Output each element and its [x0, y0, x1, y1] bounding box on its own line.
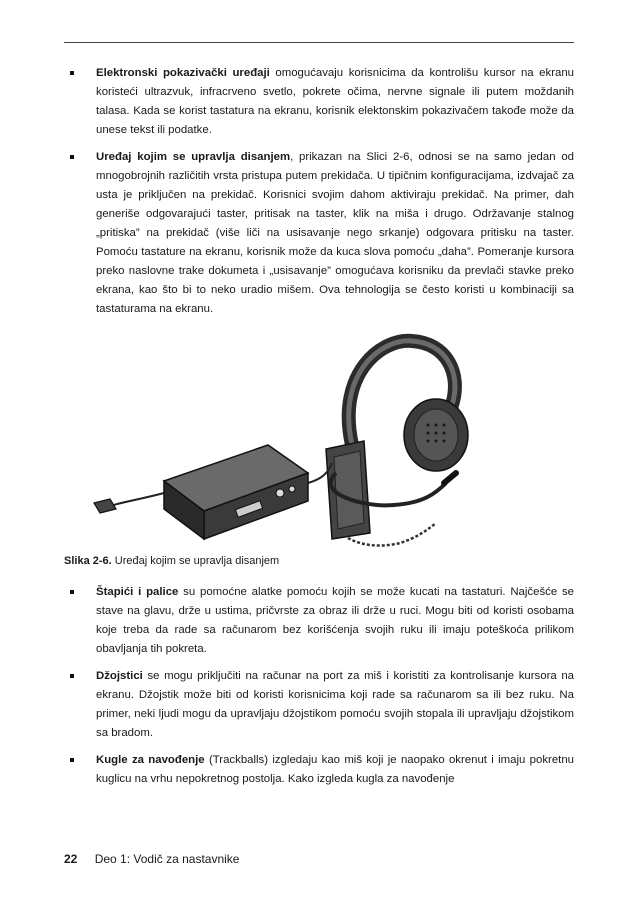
term: Elektronski pokazivački uređaji	[96, 67, 270, 79]
item-text: (Trackballs) izgledaju kao miš koji je naopako okrenut i imaju pokretnu kuglicu na vrhu nepokretnog postolja. Kako izgleda kugla za navođenje	[96, 754, 575, 785]
term: Štapići i palice	[96, 586, 179, 598]
bullet-icon	[70, 155, 74, 159]
bullet-icon	[70, 71, 74, 75]
item-text: , prikazan na Slici 2-6, odnosi se na samo jedan od mnogobrojnih različitih vrsta pristupa putem prekidača. U tipičnim konfiguracijama, izdvajač za usta je priključen na prekidač. Korisnici svojim dahom aktiviraju prekidač. Na primer, dah generiše odgovarajući taster, pritisak na taster, klik na miša i drugo. Održavanje stalnog „pritiska” na prekidač (više liči na usisavanje nego srkanje) odgovara pritisku na taster. Pomoću tastature na ekranu, korisnik može da kuca slova pomoću „daha”. Pomeranje kursora preko naslovne trake dokumeta i „usisavanje” omogućava korisniku da prevlači stavke preko ekrana, kao što bi to neko uradio mišem. Ova tehnologija se često koristi u kombinaciji sa tastaturama na ekranu.	[96, 151, 574, 315]
term: Džojstici	[96, 670, 143, 682]
term: Uređaj kojim se upravlja disanjem	[96, 151, 291, 163]
list-item	[64, 667, 574, 743]
bullet-icon	[70, 590, 74, 594]
list-item	[64, 751, 574, 789]
list-item	[64, 583, 574, 659]
item-text: su pomoćne alatke pomoću kojih se može kucati na tastaturi. Najčešće se stave na glavu, drže u ustima, pričvrste za obraz ili drže u ruci. Mogu biti od koristi osobama koje treba da rade sa računarom bez korišćenja svojih ruku ili imaju poteškoća prilikom obavljanja tih pokreta.	[96, 586, 574, 655]
breath-device-illustration	[64, 333, 574, 553]
page-number: 22	[64, 852, 78, 866]
bullet-icon	[70, 758, 74, 762]
figure-breath-device	[64, 333, 574, 553]
header-rule	[64, 42, 574, 43]
page-content	[64, 64, 574, 797]
item-text: se mogu priključiti na računar na port za miš i koristiti za kontrolisanje kursora na ekranu. Džojstik može biti od koristi korisnicima koji rade sa računarom sa ili bez ruku. Na primer, neki ljudi mogu da upravljaju džojstikom pomoću svojih stopala ili upravljaju džojstikom sa bradom.	[96, 670, 574, 739]
term: Kugle za navođenje	[96, 754, 205, 766]
caption-text: Uređaj kojim se upravlja disanjem	[111, 555, 280, 567]
bullet-list-top	[64, 64, 574, 319]
page-footer	[64, 852, 239, 866]
figure-caption	[64, 553, 574, 569]
bullet-icon	[70, 674, 74, 678]
bullet-list-bottom	[64, 583, 574, 789]
item-text: omogućavaju korisnicima da kontrolišu kursor na ekranu koristeći ultrazvuk, infracrveno svetlo, pokrete očima, nervne signale ili putem moždanih talasa. Kada se korist tastatura na ekranu, korisnik elektonskim pokazivačem takođe može da unese tekst ili podatke.	[96, 67, 574, 136]
list-item	[64, 148, 574, 319]
footer-section: Deo 1: Vodič za nastavnike	[94, 852, 240, 866]
list-item	[64, 64, 574, 140]
caption-label: Slika 2-6.	[64, 555, 112, 567]
